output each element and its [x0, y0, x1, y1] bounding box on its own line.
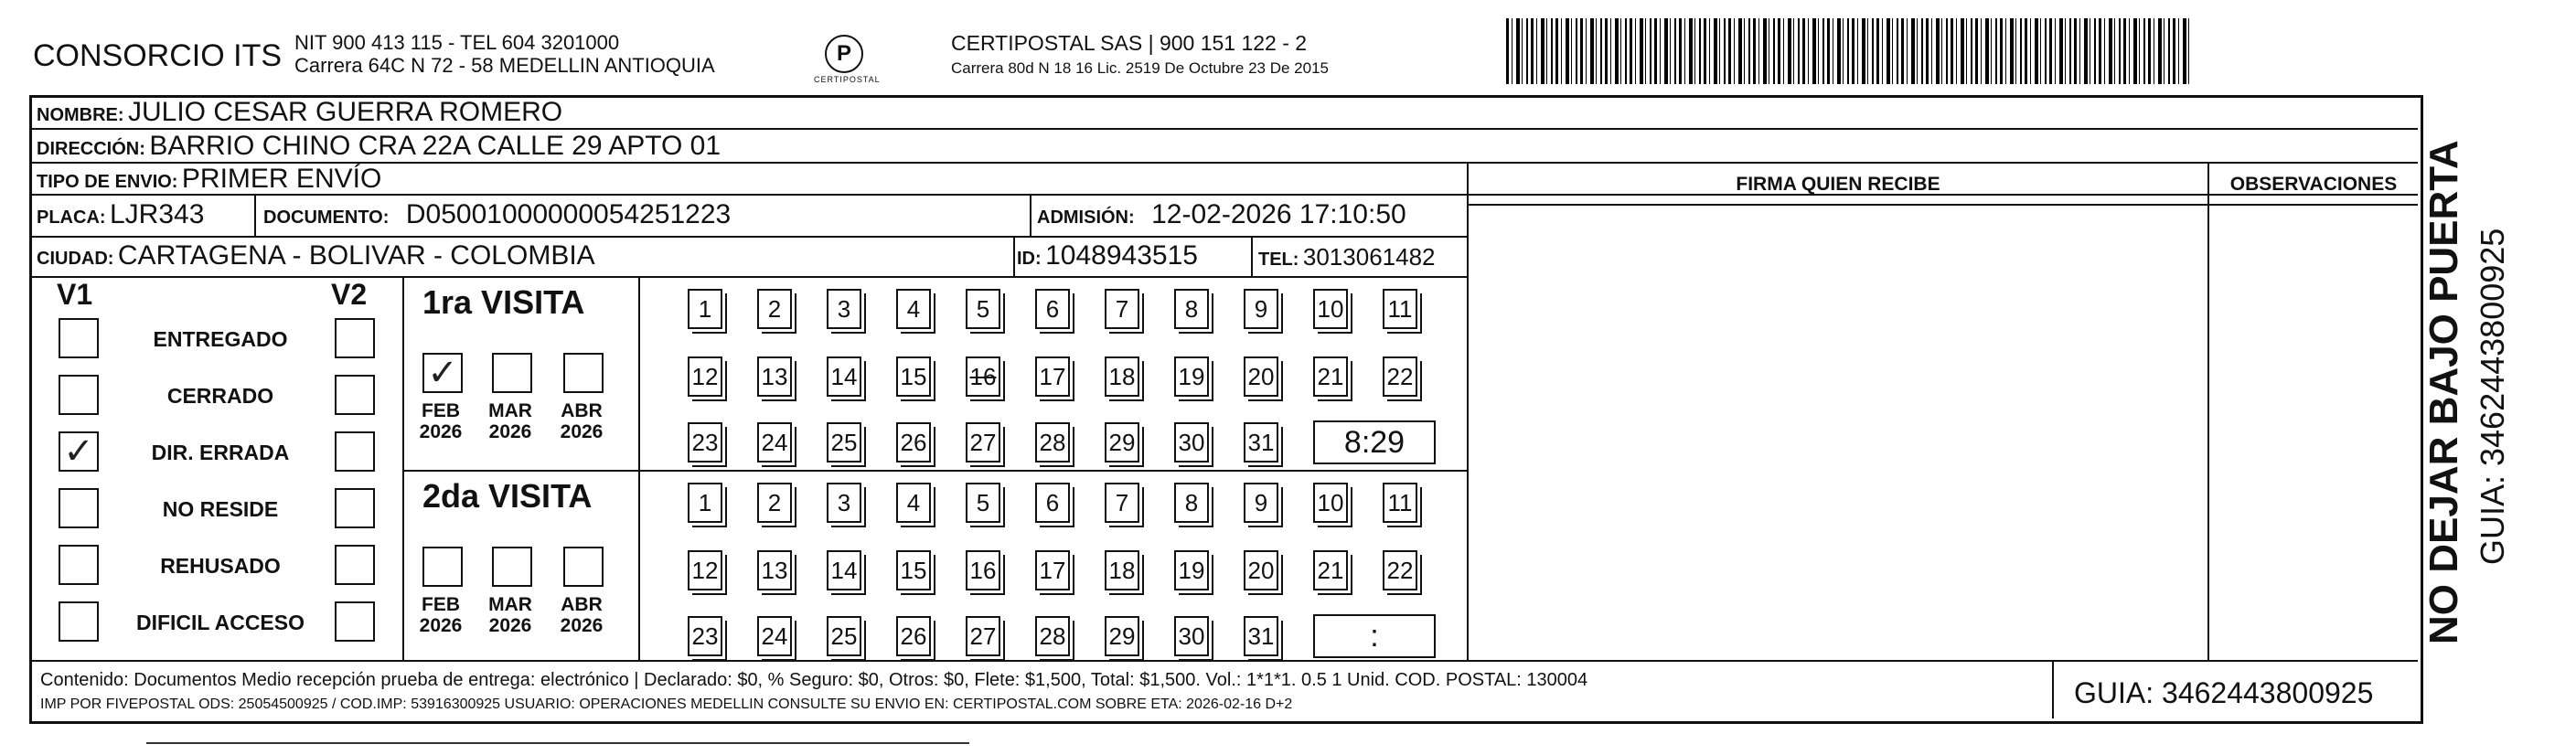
footer-print-line: IMP POR FIVEPOSTAL ODS: 25054500925 / COD.IMP: 53916300925 USUARIO: OPERACIONES MEDELLIN CONSULTE SU ENVIO EN: CERTIPOSTAL.COM SOBRE ETA: 2026-02-16 D+2: [40, 697, 1293, 712]
month-name: ABR: [561, 594, 603, 615]
id-label: ID:: [1017, 249, 1042, 269]
status-label: NO RESIDE: [162, 497, 279, 521]
day-box[interactable]: 28: [1035, 422, 1070, 463]
month-year: 2026: [419, 421, 463, 442]
edge-stroke: [146, 742, 969, 744]
check-mark-icon: ✓: [63, 431, 94, 472]
barcode: [1506, 18, 2192, 84]
divider: [638, 276, 640, 660]
day-box[interactable]: 19: [1174, 550, 1209, 590]
day-box[interactable]: 1: [688, 289, 722, 329]
status-label: ENTREGADO: [153, 327, 288, 351]
tipo-envio-row: [37, 164, 381, 195]
direccion-label: DIRECCIÓN:: [37, 139, 145, 159]
tipo-envio-value: PRIMER ENVÍO: [181, 164, 382, 194]
day-box[interactable]: 2: [757, 483, 792, 523]
day-box[interactable]: 31: [1244, 422, 1278, 463]
firma-header: FIRMA QUIEN RECIBE: [1736, 174, 1940, 195]
day-box[interactable]: 15: [896, 550, 931, 590]
visit-title: 1ra VISITA: [422, 283, 585, 321]
day-box[interactable]: 16: [966, 356, 1000, 397]
day-box[interactable]: 26: [896, 422, 931, 463]
nombre-label: NOMBRE:: [37, 105, 124, 125]
day-box[interactable]: 12: [688, 550, 722, 590]
v2-checkbox[interactable]: [335, 601, 375, 642]
day-box[interactable]: 7: [1105, 483, 1139, 523]
placa-row: [37, 199, 204, 230]
status-label: REHUSADO: [160, 554, 281, 578]
month-name: MAR: [488, 400, 532, 421]
month-year: 2026: [560, 421, 604, 442]
divider: [1251, 236, 1253, 276]
footer-guia: GUIA: 3462443800925: [2074, 676, 2374, 709]
footer-content-line: Contenido: Documentos Medio recepción prueba de entrega: electrónico | Declarado: $0, % Seguro: $0, Otros: $0, Flete: $1,500, Total: $1,500. Vol.: 1*1*1. 0.5 1 Unid. COD. POSTAL: 130004: [40, 670, 1588, 690]
month-label: [483, 594, 538, 636]
day-box[interactable]: 20: [1244, 550, 1278, 590]
day-box[interactable]: 14: [827, 356, 861, 397]
company-name: CONSORCIO ITS: [33, 38, 283, 73]
day-box[interactable]: 14: [827, 550, 861, 590]
month-label: [413, 400, 468, 442]
time-box[interactable]: 8:29: [1313, 420, 1436, 464]
divider: [1467, 204, 2418, 206]
day-box[interactable]: 28: [1035, 616, 1070, 656]
day-box[interactable]: 23: [688, 422, 722, 463]
month-checkbox[interactable]: [492, 353, 532, 393]
day-box[interactable]: 4: [896, 483, 931, 523]
day-box[interactable]: 17: [1035, 356, 1070, 397]
v2-checkbox[interactable]: [335, 488, 375, 528]
v2-checkbox[interactable]: [335, 375, 375, 415]
v1-checkbox[interactable]: [59, 375, 99, 415]
carrier-sub: Carrera 80d N 18 16 Lic. 2519 De Octubre 23 De 2015: [951, 59, 1329, 77]
month-name: MAR: [488, 594, 532, 615]
day-box[interactable]: 29: [1105, 422, 1139, 463]
day-box[interactable]: 10: [1313, 289, 1348, 329]
documento-label: DOCUMENTO:: [263, 207, 390, 228]
month-checkbox[interactable]: [422, 547, 463, 587]
day-box[interactable]: 22: [1383, 356, 1417, 397]
divider: [1030, 194, 1031, 236]
v1-checkbox[interactable]: [59, 545, 99, 585]
day-box[interactable]: 8: [1174, 289, 1209, 329]
day-box[interactable]: 5: [966, 483, 1000, 523]
month-year: 2026: [560, 615, 604, 636]
side-warning: NO DEJAR BAJO PUERTA: [2421, 140, 2466, 644]
id-row: [1017, 240, 1198, 271]
month-name: FEB: [422, 400, 460, 421]
company-info: [294, 31, 715, 77]
month-name: FEB: [422, 594, 460, 615]
direccion-row: [37, 131, 721, 162]
day-box[interactable]: 30: [1174, 616, 1209, 656]
documento-value: D05001000000054251223: [405, 199, 732, 229]
divider: [29, 660, 2418, 662]
day-box[interactable]: 2: [757, 289, 792, 329]
logo-icon: P: [825, 35, 863, 73]
day-box[interactable]: 21: [1313, 356, 1348, 397]
v2-header: V2: [331, 278, 368, 311]
admision-value: 12-02-2026 17:10:50: [1151, 199, 1406, 229]
tel-label: TEL:: [1258, 250, 1299, 270]
month-checkbox[interactable]: [422, 353, 463, 393]
day-box[interactable]: 9: [1244, 483, 1278, 523]
v2-checkbox[interactable]: [335, 318, 375, 358]
divider: [29, 128, 2418, 130]
day-box[interactable]: 16: [966, 550, 1000, 590]
documento-row: [263, 199, 731, 230]
v1-checkbox[interactable]: [59, 601, 99, 642]
day-box[interactable]: 23: [688, 616, 722, 656]
day-box[interactable]: 8: [1174, 483, 1209, 523]
month-label: [413, 594, 468, 636]
day-box[interactable]: 19: [1174, 356, 1209, 397]
day-box[interactable]: 15: [896, 356, 931, 397]
tel-row: [1258, 243, 1436, 271]
carrier-line: CERTIPOSTAL SAS | 900 151 122 - 2: [951, 31, 1308, 55]
month-year: 2026: [419, 615, 463, 636]
divider: [2207, 162, 2209, 662]
ciudad-value: CARTAGENA - BOLIVAR - COLOMBIA: [117, 240, 595, 271]
divider: [1013, 236, 1015, 276]
address-line: Carrera 64C N 72 - 58 MEDELLIN ANTIOQUIA: [294, 54, 715, 77]
month-label: [554, 594, 609, 636]
time-box[interactable]: :: [1313, 614, 1436, 658]
visit-title: 2da VISITA: [422, 477, 593, 515]
month-label: [554, 400, 609, 442]
day-box[interactable]: 6: [1035, 289, 1070, 329]
day-box[interactable]: 17: [1035, 550, 1070, 590]
day-box[interactable]: 10: [1313, 483, 1348, 523]
id-value: 1048943515: [1045, 240, 1198, 271]
placa-value: LJR343: [110, 199, 205, 229]
day-box[interactable]: 13: [757, 356, 792, 397]
day-box[interactable]: 20: [1244, 356, 1278, 397]
placa-label: PLACA:: [37, 207, 106, 228]
day-box[interactable]: 11: [1383, 483, 1417, 523]
check-mark-icon: ✓: [427, 353, 458, 393]
day-box[interactable]: 5: [966, 289, 1000, 329]
v1-header: V1: [57, 278, 93, 311]
month-year: 2026: [488, 421, 532, 442]
divider: [29, 276, 1469, 278]
day-box[interactable]: 18: [1105, 356, 1139, 397]
v1-checkbox[interactable]: [59, 431, 99, 472]
day-box[interactable]: 25: [827, 422, 861, 463]
day-box[interactable]: 29: [1105, 616, 1139, 656]
divider: [29, 162, 2418, 164]
tipo-envio-label: TIPO DE ENVIO:: [37, 172, 178, 192]
day-box[interactable]: 18: [1105, 550, 1139, 590]
day-box[interactable]: 3: [827, 289, 861, 329]
ciudad-row: [37, 240, 595, 271]
day-box[interactable]: 27: [966, 422, 1000, 463]
day-box[interactable]: 7: [1105, 289, 1139, 329]
month-label: [483, 400, 538, 442]
day-box[interactable]: 24: [757, 616, 792, 656]
admision-row: [1037, 199, 1406, 230]
ciudad-label: CIUDAD:: [37, 249, 114, 269]
month-checkbox[interactable]: [492, 547, 532, 587]
day-box[interactable]: 27: [966, 616, 1000, 656]
direccion-value: BARRIO CHINO CRA 22A CALLE 29 APTO 01: [149, 131, 721, 161]
divider: [402, 470, 1469, 472]
status-label: DIR. ERRADA: [151, 441, 290, 464]
day-box[interactable]: 9: [1244, 289, 1278, 329]
logo-text: CERTIPOSTAL: [814, 75, 881, 84]
day-box[interactable]: 22: [1383, 550, 1417, 590]
day-box[interactable]: 12: [688, 356, 722, 397]
day-box[interactable]: 6: [1035, 483, 1070, 523]
day-box[interactable]: 13: [757, 550, 792, 590]
admision-label: ADMISIÓN:: [1037, 207, 1135, 228]
month-name: ABR: [561, 400, 603, 421]
observaciones-header: OBSERVACIONES: [2229, 174, 2398, 195]
tel-value: 3013061482: [1302, 243, 1436, 271]
day-box[interactable]: 3: [827, 483, 861, 523]
day-box[interactable]: 26: [896, 616, 931, 656]
v1-checkbox[interactable]: [59, 318, 99, 358]
v2-checkbox[interactable]: [335, 545, 375, 585]
carrier-info: [951, 31, 1329, 78]
side-guia: GUIA: 3462443800925: [2474, 228, 2511, 565]
day-box[interactable]: 11: [1383, 289, 1417, 329]
day-box[interactable]: 30: [1174, 422, 1209, 463]
divider: [2052, 660, 2054, 718]
nit-line: NIT 900 413 115 - TEL 604 3201000: [294, 31, 620, 54]
day-box[interactable]: 1: [688, 483, 722, 523]
day-box[interactable]: 25: [827, 616, 861, 656]
month-checkbox[interactable]: [563, 547, 604, 587]
divider: [402, 276, 404, 660]
divider: [1467, 162, 1469, 662]
month-checkbox[interactable]: [563, 353, 604, 393]
nombre-value: JULIO CESAR GUERRA ROMERO: [128, 97, 563, 127]
month-year: 2026: [488, 615, 532, 636]
day-box[interactable]: 24: [757, 422, 792, 463]
status-label: DIFICIL ACCESO: [135, 611, 305, 634]
day-box[interactable]: 21: [1313, 550, 1348, 590]
day-box[interactable]: 31: [1244, 616, 1278, 656]
nombre-row: [37, 97, 562, 128]
status-label: CERRADO: [166, 384, 274, 408]
divider: [254, 194, 256, 236]
certipostal-logo: [814, 35, 880, 90]
v2-checkbox[interactable]: [335, 431, 375, 472]
day-box[interactable]: 4: [896, 289, 931, 329]
v1-checkbox[interactable]: [59, 488, 99, 528]
